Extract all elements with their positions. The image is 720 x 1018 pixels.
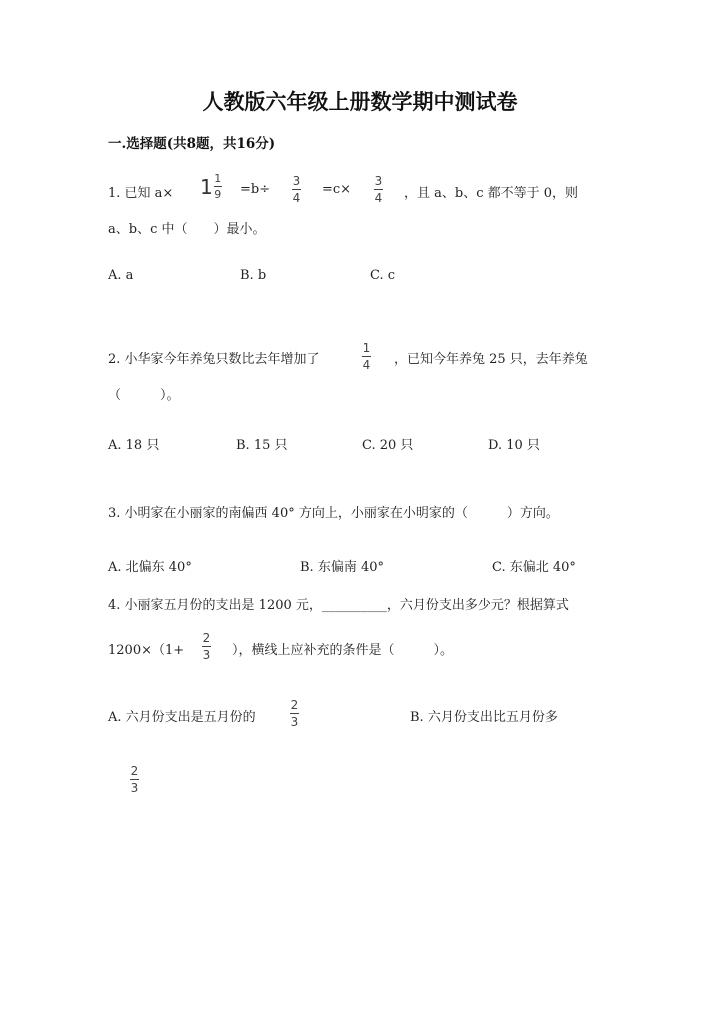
q3-option-b[interactable]: B. 东偏南 40°	[300, 560, 384, 575]
q2-option-a[interactable]: A. 18 只	[108, 438, 160, 453]
q3-option-c[interactable]: C. 东偏北 40°	[492, 560, 576, 575]
q4-f-den: 3	[202, 648, 211, 662]
q2-option-c[interactable]: C. 20 只	[362, 438, 414, 453]
q1-text-c: =c×	[322, 182, 352, 197]
q1-option-c[interactable]: C. c	[370, 268, 396, 283]
q2-f-den: 4	[362, 358, 371, 372]
page-title: 人教版六年级上册数学期中测试卷	[202, 89, 518, 114]
q1-f1-num: 3	[292, 174, 301, 188]
q4-option-b[interactable]: B. 六月份支出比五月份多	[410, 710, 558, 725]
q2-text-b: ，已知今年养兔 25 只，去年养兔	[394, 352, 588, 367]
q1-fraction-1	[292, 175, 301, 204]
q1-line-2: a、b、c 中（ ）最小。	[108, 222, 266, 237]
q4-opt-b-num: 2	[130, 764, 139, 778]
q1-text-d: ，且 a、b、c 都不等于 0，则	[404, 186, 579, 201]
q1-fraction-2	[374, 175, 383, 204]
q1-text-b: =b÷	[240, 182, 271, 197]
q4-opt-b-den: 3	[130, 781, 139, 795]
q4-option-b-fraction	[130, 765, 139, 794]
q2-fraction	[362, 342, 371, 371]
q4-opt-a-num: 2	[290, 698, 299, 712]
q2-option-d[interactable]: D. 10 只	[488, 438, 540, 453]
q1-mixed-num: 1	[214, 172, 222, 185]
q1-mixed-fraction	[200, 173, 222, 200]
q2-line-2: （ ）。	[108, 388, 180, 403]
q4-opt-a-den: 3	[290, 715, 299, 729]
q2-f-num: 1	[362, 341, 371, 355]
q4-text-a: 1200×（1+	[108, 643, 185, 658]
q1-f2-num: 3	[374, 174, 383, 188]
q4-text-b: ），横线上应补充的条件是（ ）。	[232, 643, 454, 658]
q3-text: 3. 小明家在小丽家的南偏西 40° 方向上，小丽家在小明家的（ ）方向。	[108, 506, 559, 521]
q3-option-a[interactable]: A. 北偏东 40°	[108, 560, 192, 575]
q1-mixed-frac	[214, 173, 222, 200]
q1-text-a: 1. 已知 a×	[108, 186, 174, 201]
q1-f2-den: 4	[374, 191, 383, 205]
q4-f-num: 2	[202, 631, 211, 645]
q1-mixed-whole: 1	[200, 174, 213, 199]
q2-text-a: 2. 小华家今年养兔只数比去年增加了	[108, 352, 320, 367]
q1-option-a[interactable]: A. a	[108, 268, 134, 283]
section-heading: 一.选择题(共8题，共16分)	[108, 136, 276, 152]
q4-line-1: 4. 小丽家五月份的支出是 1200 元，__________，六月份支出多少元？根据算式	[108, 598, 569, 613]
q1-f1-den: 4	[292, 191, 301, 205]
q4-fraction	[202, 632, 211, 661]
q1-mixed-den: 9	[214, 188, 222, 201]
q2-option-b[interactable]: B. 15 只	[236, 438, 288, 453]
q1-option-b[interactable]: B. b	[240, 268, 267, 283]
q4-option-a-fraction	[290, 699, 299, 728]
q4-option-a[interactable]: A. 六月份支出是五月份的	[108, 710, 256, 725]
